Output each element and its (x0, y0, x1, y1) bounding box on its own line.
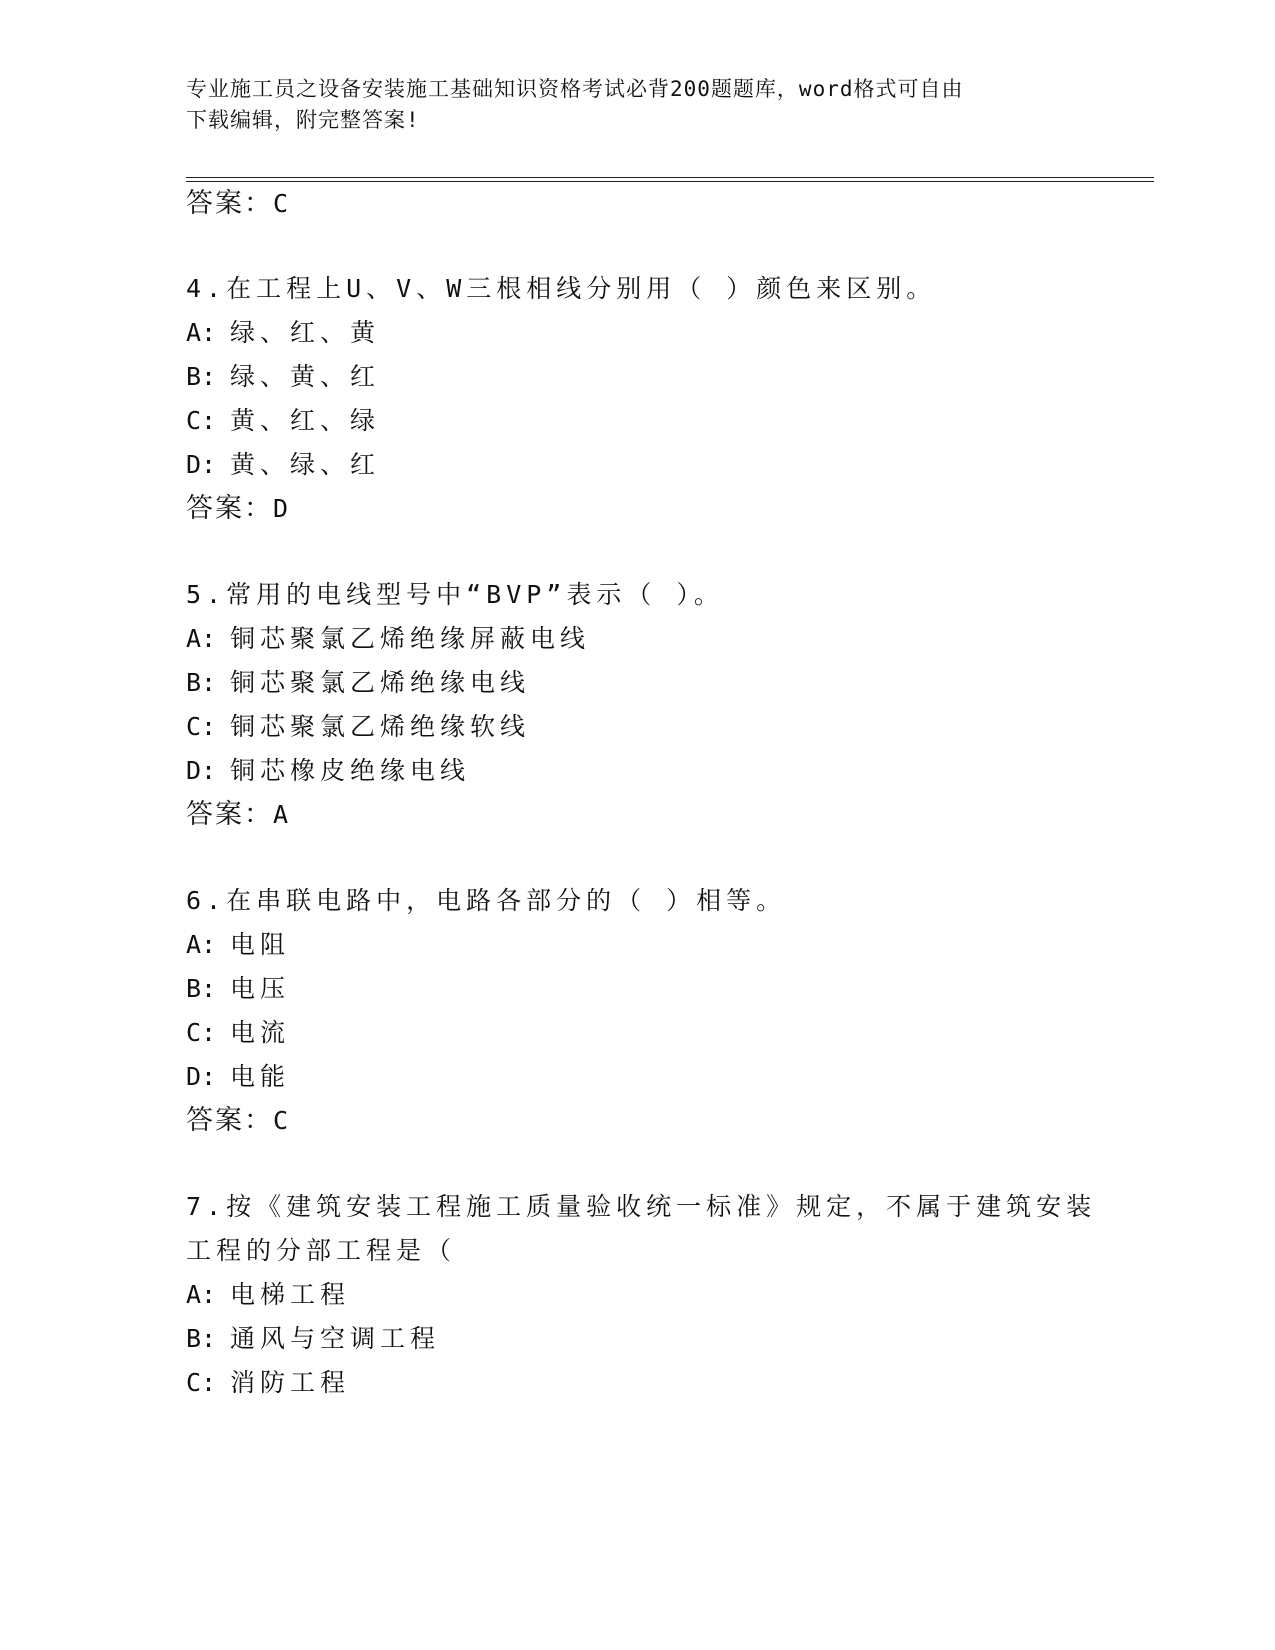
option-text: 电压 (230, 974, 291, 1003)
option-text: 黄、绿、红 (230, 450, 381, 479)
option-letter: C: (186, 1368, 217, 1397)
option-letter: B: (186, 1324, 217, 1353)
option-q4-c (186, 406, 380, 436)
option-letter: A: (186, 624, 217, 653)
answer-line-q4 (186, 494, 290, 524)
option-letter: D: (186, 450, 217, 479)
answer-label: 答案： (186, 493, 273, 524)
option-letter: C: (186, 712, 217, 741)
option-q4-d (186, 450, 380, 480)
option-letter: A: (186, 318, 217, 347)
option-text: 消防工程 (230, 1368, 351, 1397)
option-text: 电阻 (230, 930, 291, 959)
option-q4-a (186, 318, 380, 348)
option-text: 绿、黄、红 (230, 362, 381, 391)
answer-label: 答案： (186, 1105, 273, 1136)
option-text: 铜芯橡皮绝缘电线 (230, 756, 471, 785)
option-letter: A: (186, 1280, 217, 1309)
option-text: 铜芯聚氯乙烯绝缘电线 (230, 668, 531, 697)
question-stem-5: 5.常用的电线型号中“BVP”表示（ ）。 (186, 580, 724, 609)
question-stem-6: 6.在串联电路中，电路各部分的（ ）相等。 (186, 886, 787, 915)
option-q5-d (186, 756, 470, 786)
option-q4-b (186, 362, 380, 392)
option-q7-b (186, 1324, 440, 1354)
option-text: 绿、红、黄 (230, 318, 381, 347)
option-q7-c (186, 1368, 350, 1398)
option-q5-a (186, 624, 590, 654)
option-letter: D: (186, 1062, 217, 1091)
option-letter: C: (186, 406, 217, 435)
option-letter: B: (186, 974, 217, 1003)
header-divider-bottom (186, 181, 1154, 182)
answer-line-q3 (186, 189, 290, 219)
page-header (186, 74, 1086, 136)
answer-value: C (273, 189, 291, 218)
option-letter: A: (186, 930, 217, 959)
option-text: 电梯工程 (230, 1280, 351, 1309)
question-stem-7-line2: 工程的分部工程是（ (186, 1236, 457, 1265)
option-text: 黄、红、绿 (230, 406, 381, 435)
question-stem-4: 4.在工程上U、V、W三根相线分别用（ ）颜色来区别。 (186, 274, 937, 303)
option-letter: C: (186, 1018, 217, 1047)
answer-label: 答案： (186, 188, 273, 219)
option-text: 电流 (230, 1018, 291, 1047)
option-q7-a (186, 1280, 350, 1310)
answer-label: 答案： (186, 799, 273, 830)
option-text: 通风与空调工程 (230, 1324, 441, 1353)
option-q6-c (186, 1018, 290, 1048)
option-q6-a (186, 930, 290, 960)
option-text: 铜芯聚氯乙烯绝缘屏蔽电线 (230, 624, 591, 653)
option-q5-b (186, 668, 530, 698)
option-q5-c (186, 712, 530, 742)
answer-line-q5 (186, 800, 290, 830)
option-letter: B: (186, 668, 217, 697)
answer-line-q6 (186, 1106, 290, 1136)
option-text: 铜芯聚氯乙烯绝缘软线 (230, 712, 531, 741)
option-letter: B: (186, 362, 217, 391)
option-letter: D: (186, 756, 217, 785)
question-stem-7-line1: 7.按《建筑安装工程施工质量验收统一标准》规定，不属于建筑安装 (186, 1192, 1097, 1221)
header-line-1: 专业施工员之设备安装施工基础知识资格考试必背200题题库，word格式可自由 (186, 77, 964, 101)
option-text: 电能 (230, 1062, 291, 1091)
answer-value: D (273, 494, 291, 523)
answer-value: A (273, 800, 291, 829)
header-line-2: 下载编辑，附完整答案! (186, 108, 420, 132)
option-q6-b (186, 974, 290, 1004)
header-divider-top (186, 177, 1154, 178)
answer-value: C (273, 1106, 291, 1135)
option-q6-d (186, 1062, 290, 1092)
